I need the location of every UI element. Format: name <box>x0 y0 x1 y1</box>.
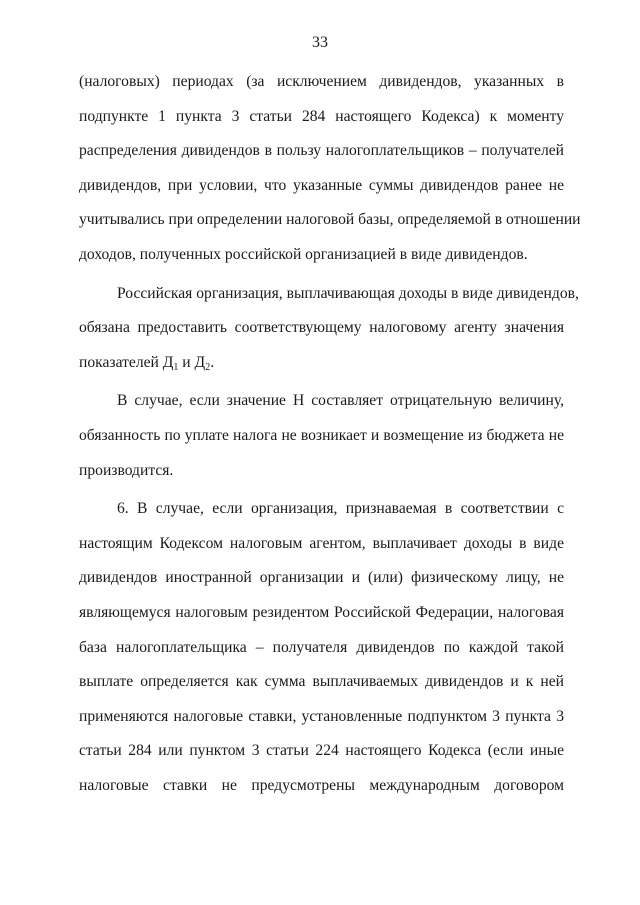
text-line: Российская организация, выплачивающая доходы в виде дивидендов, <box>117 284 579 302</box>
subscript: 2 <box>205 361 211 373</box>
text-line: статьи 284 или пунктом 3 статьи 224 настоящего Кодекса (если иные <box>79 742 564 760</box>
text-line: доходов, полученных российской организацией в виде дивидендов. <box>79 245 528 263</box>
text-line: выплате определяется как сумма выплачиваемых дивидендов и к ней <box>79 673 564 691</box>
text-line: дивидендов, при условии, что указанные суммы дивидендов ранее не <box>79 176 564 194</box>
text-line: 6. В случае, если организация, признаваемая в соответствии с <box>117 500 564 518</box>
text-line: обязанность по уплате налога не возникает и возмещение из бюджета не <box>79 426 564 444</box>
text-fragment: . <box>210 353 215 371</box>
text-line: настоящим Кодексом налоговым агентом, выплачивает доходы в виде <box>79 534 564 552</box>
text-line: база налогоплательщика – получателя дивидендов по каждой такой <box>79 638 564 656</box>
text-line: обязана предоставить соответствующему налоговому агенту значения <box>79 319 564 337</box>
paragraph-continuation <box>79 70 581 278</box>
text-fragment: показателей Д <box>79 353 174 371</box>
text-line: В случае, если значение Н составляет отрицательную величину, <box>117 392 564 410</box>
text-line-with-subscripts <box>79 351 564 386</box>
text-line: применяются налоговые ставки, установленные подпунктом 3 пункта 3 <box>79 707 564 725</box>
body-text <box>79 70 581 812</box>
text-line: распределения дивидендов в пользу налогоплательщиков – получателей <box>79 142 564 160</box>
text-line: подпункте 1 пункта 3 статьи 284 настоящего Кодекса) к моменту <box>79 107 564 125</box>
text-line: налоговые ставки не предусмотрены международным договором <box>79 776 564 794</box>
text-fragment: и Д <box>178 353 206 371</box>
paragraph-russian-organization <box>79 282 579 386</box>
page-number: 33 <box>312 34 328 51</box>
text-line: дивидендов иностранной организации и (или) физическому лицу, не <box>79 569 564 587</box>
text-line: учитывались при определении налоговой базы, определяемой в отношении <box>79 211 581 229</box>
paragraph-negative-value <box>79 389 564 493</box>
text-line: (налоговых) периодах (за исключением дивидендов, указанных в <box>79 73 564 90</box>
paragraph-item-6 <box>79 497 564 808</box>
subscript: 1 <box>173 361 179 373</box>
text-line: являющемуся налоговым резидентом Российской Федерации, налоговая <box>79 603 564 621</box>
text-line: производится. <box>79 461 174 479</box>
